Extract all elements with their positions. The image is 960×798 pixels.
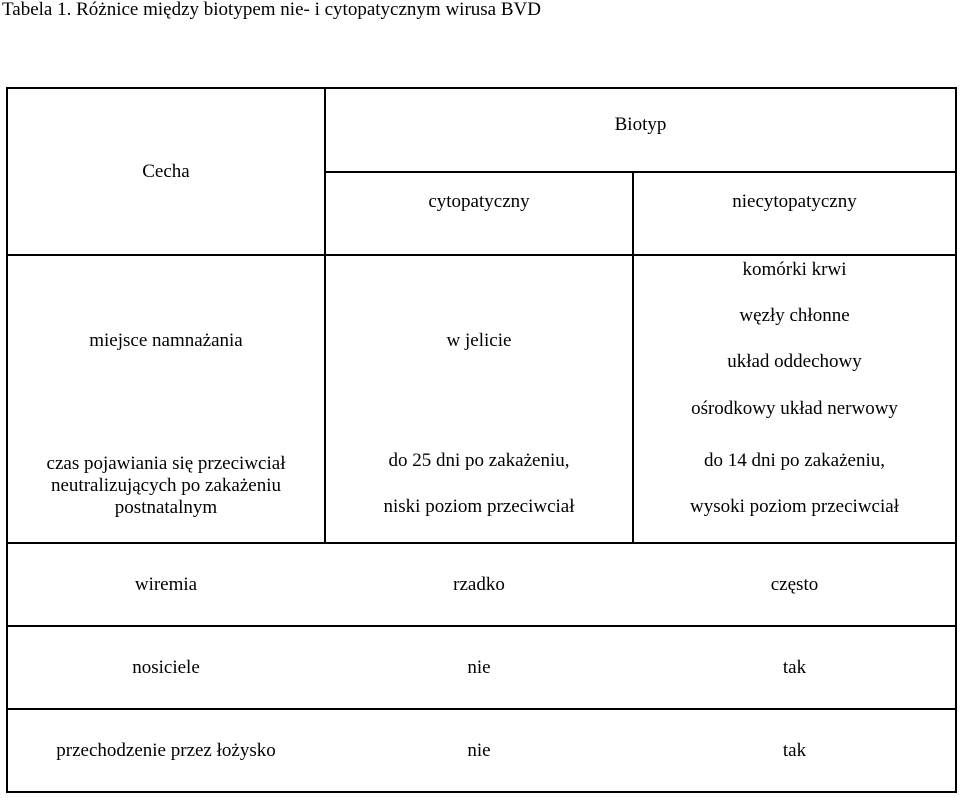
header-biotype xyxy=(326,89,955,155)
replication-site-text: ośrodkowy układ nerwowy xyxy=(691,398,898,419)
row-placenta-cytopathic xyxy=(326,710,632,791)
row-carriers-noncytopathic xyxy=(634,627,955,708)
header-cytopathic xyxy=(326,177,632,227)
placenta-noncytopathic-text: tak xyxy=(782,739,807,761)
replication-site-text: układ oddechowy xyxy=(727,351,862,372)
antibodies-noncytopathic-text: do 14 dni po zakażeniu, xyxy=(704,450,885,471)
viremia-feature-text: wiremia xyxy=(134,573,198,595)
header-noncytopathic-label: niecytopatyczny xyxy=(732,191,857,212)
carriers-cytopathic-text: nie xyxy=(467,656,491,678)
row-viremia-cytopathic xyxy=(326,544,632,625)
row-replication-noncytopathic-line-1 xyxy=(634,259,955,281)
carriers-feature-text: nosiciele xyxy=(132,656,200,678)
row-antibodies-noncytopathic-line-2 xyxy=(634,496,955,518)
row-antibodies-feature xyxy=(8,442,324,530)
row-viremia-feature xyxy=(8,544,324,625)
row-placenta-noncytopathic xyxy=(634,710,955,791)
row-viremia-noncytopathic xyxy=(634,544,955,625)
antibodies-noncytopathic-text: wysoki poziom przeciwciał xyxy=(690,496,899,517)
row-replication-noncytopathic-line-3 xyxy=(634,351,955,373)
biotype-comparison-table xyxy=(6,87,957,793)
header-noncytopathic xyxy=(634,177,955,227)
antibodies-feature-line: czas pojawiania się przeciwciał xyxy=(46,453,286,474)
row-replication-cytopathic xyxy=(326,256,632,426)
row-replication-cytopathic-text: w jelicie xyxy=(446,330,512,351)
header-cytopathic-label: cytopatyczny xyxy=(428,191,530,212)
row-antibodies-cytopathic-line-2 xyxy=(326,496,632,518)
viremia-noncytopathic-text: często xyxy=(770,573,819,595)
placenta-cytopathic-text: nie xyxy=(467,739,491,761)
table-border-right xyxy=(955,87,957,793)
row-replication-feature-text: miejsce namnażania xyxy=(89,330,243,351)
placenta-feature-text: przechodzenie przez łożysko xyxy=(56,739,276,761)
row-replication-noncytopathic-line-4 xyxy=(634,398,955,420)
row-antibodies-noncytopathic-line-1 xyxy=(634,450,955,472)
row-carriers-cytopathic xyxy=(326,627,632,708)
row-replication-feature xyxy=(8,256,324,426)
antibodies-cytopathic-text: niski poziom przeciwciał xyxy=(383,496,575,517)
carriers-noncytopathic-text: tak xyxy=(782,656,807,678)
antibodies-feature-line: neutralizujących po zakażeniu xyxy=(51,475,281,496)
replication-site-text: komórki krwi xyxy=(742,259,847,280)
row-antibodies-cytopathic-line-1 xyxy=(326,450,632,472)
row-replication-noncytopathic-line-2 xyxy=(634,305,955,327)
header-feature-label: Cecha xyxy=(142,160,190,182)
antibodies-cytopathic-text: do 25 dni po zakażeniu, xyxy=(388,450,570,471)
row-carriers-feature xyxy=(8,627,324,708)
replication-site-text: węzły chłonne xyxy=(739,305,850,326)
viremia-cytopathic-text: rzadko xyxy=(453,573,505,595)
divider-biotyp-header xyxy=(324,171,957,173)
header-feature xyxy=(8,89,324,254)
antibodies-feature-line: postnatalnym xyxy=(114,497,218,518)
row-placenta-feature xyxy=(8,710,324,791)
table-caption: Tabela 1. Różnice między biotypem nie- i cytopatycznym wirusa BVD xyxy=(2,0,541,20)
table-border-bottom xyxy=(6,791,957,793)
header-biotype-label: Biotyp xyxy=(614,114,667,135)
